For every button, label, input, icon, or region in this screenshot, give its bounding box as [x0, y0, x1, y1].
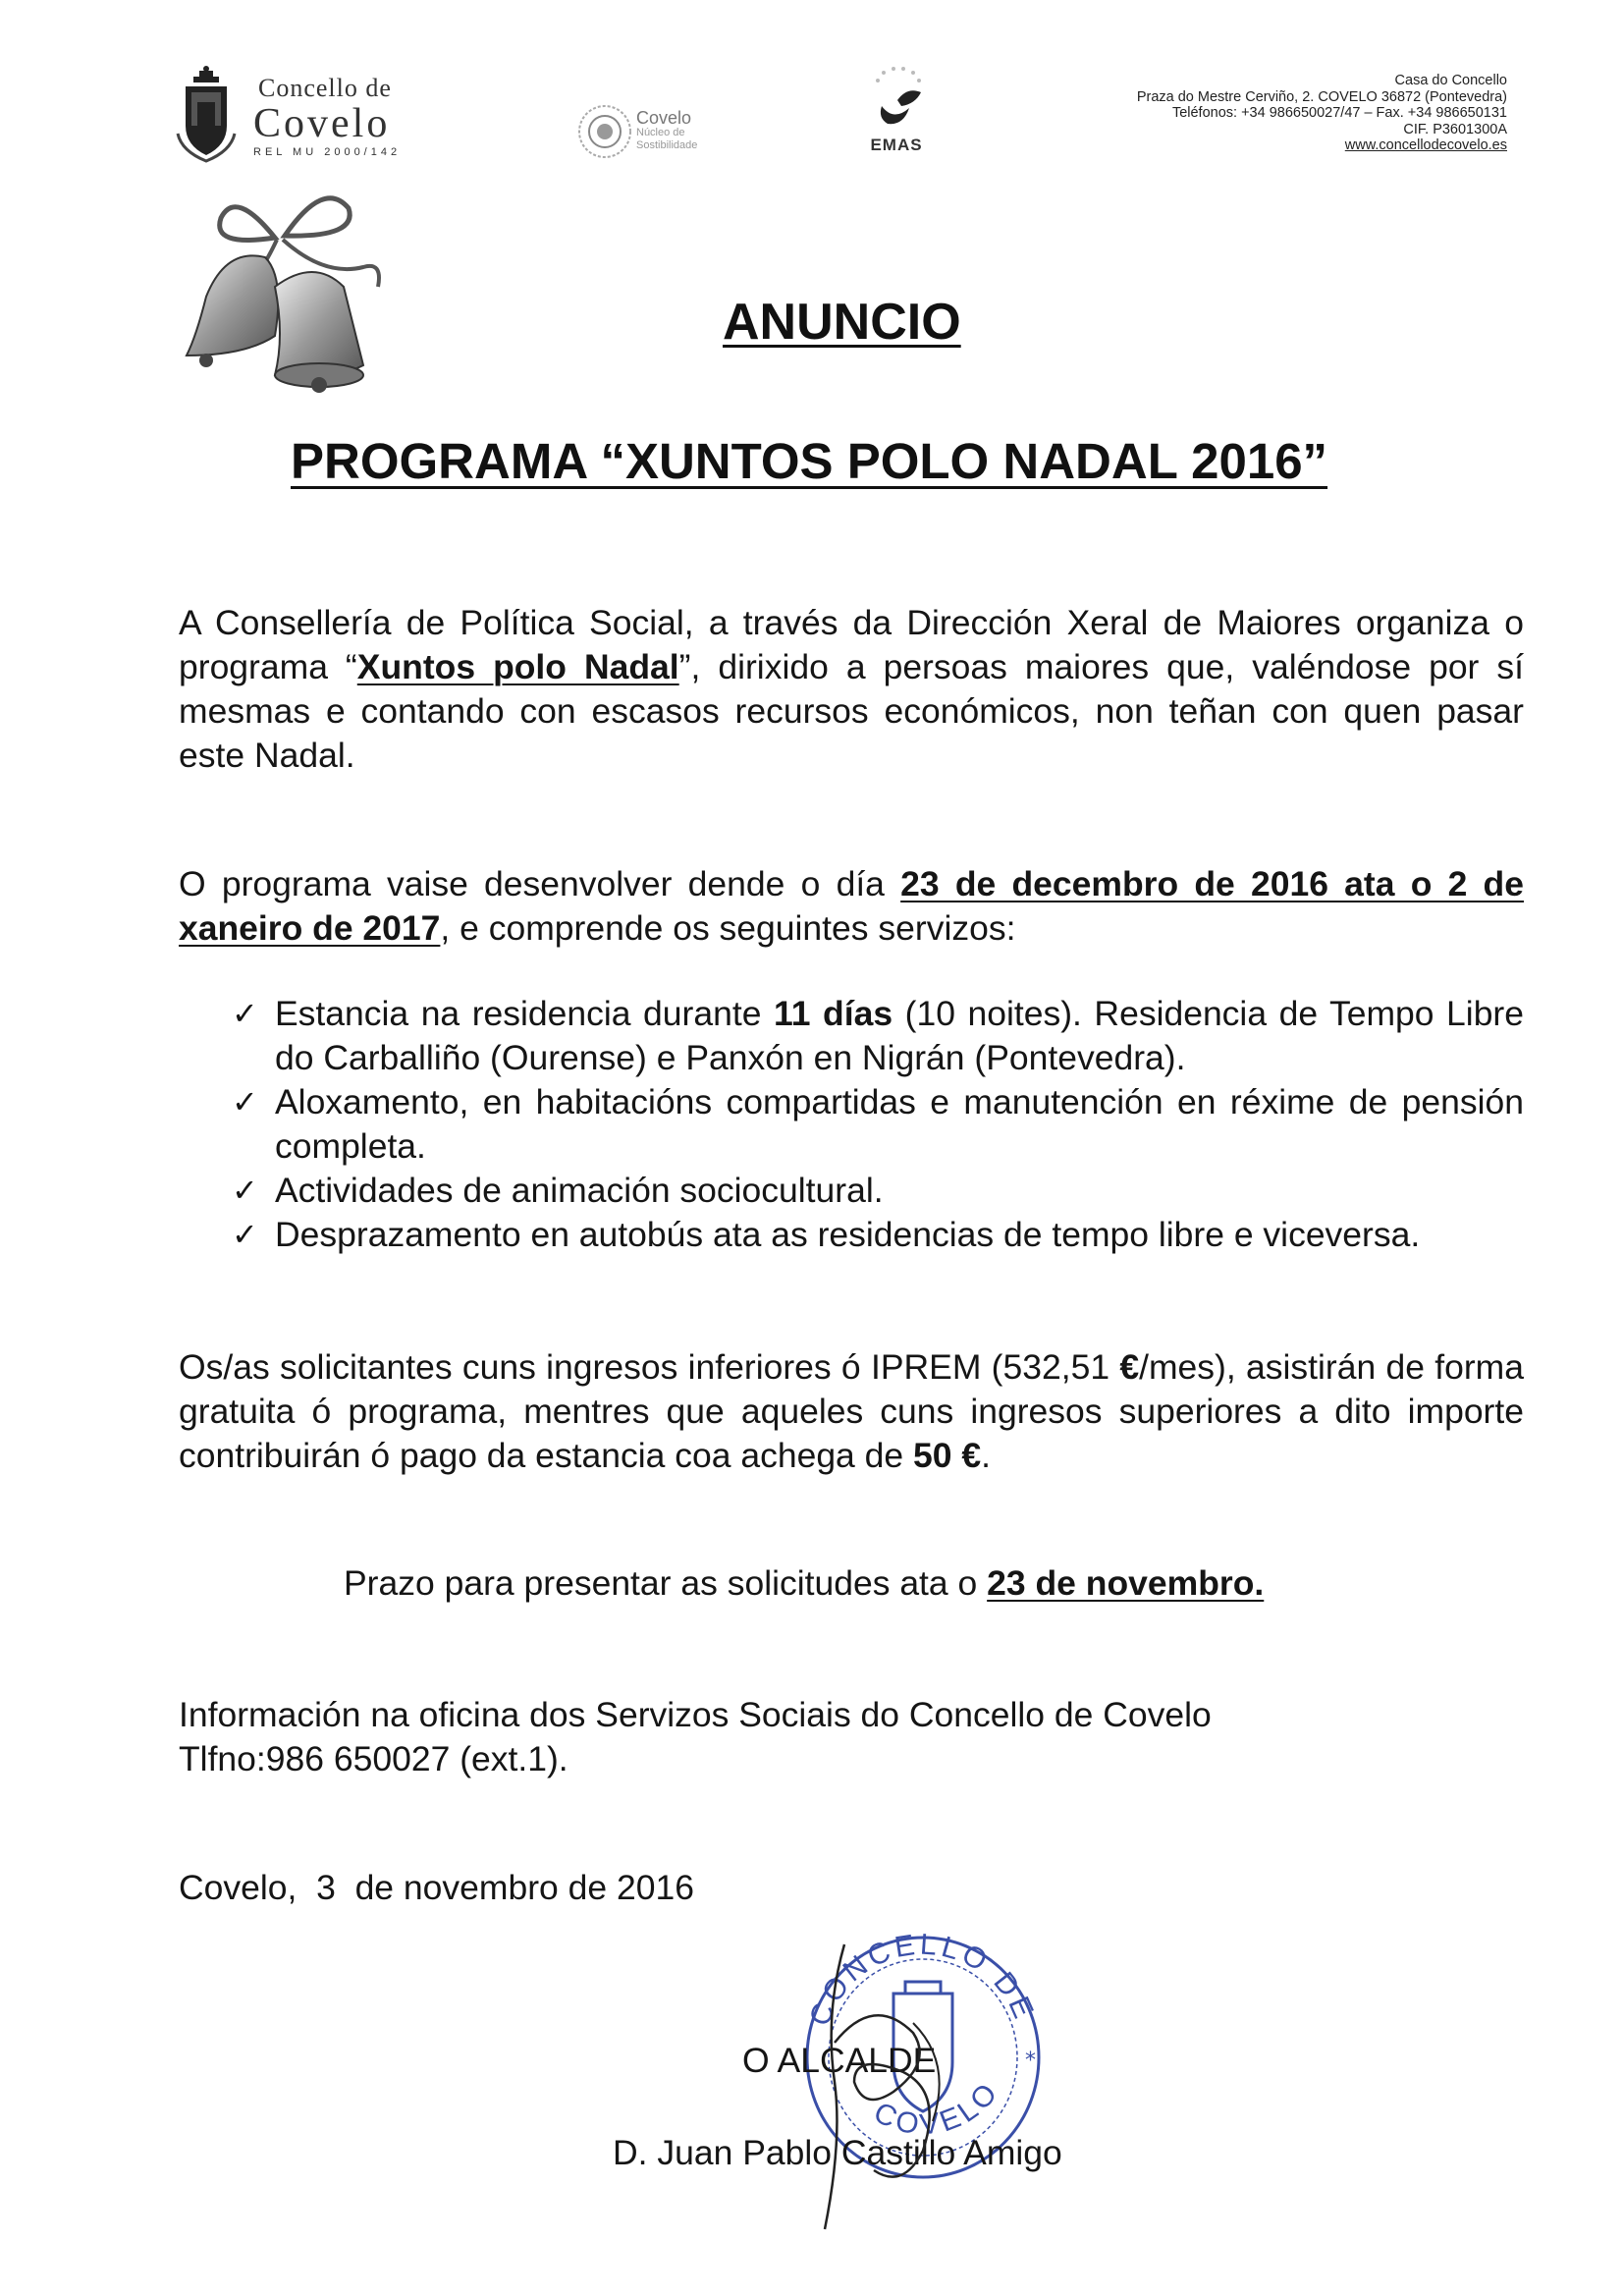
services-list	[232, 992, 1524, 1257]
signatory-name: D. Juan Pablo Castillo Amigo	[613, 2133, 1062, 2172]
intro-text-1: A Consellería de Política Social, a través da Dirección Xeral de Maiores organiza o programa “	[179, 603, 1524, 686]
check-icon: ✓	[232, 996, 258, 1031]
sustainability-subtitle-2: Sostibilidade	[636, 139, 698, 151]
contact-block	[977, 73, 1507, 154]
check-icon: ✓	[232, 1084, 258, 1120]
info-phone: Tlfno:986 650027 (ext.1).	[179, 1739, 568, 1778]
intro-text-2: ”, dirixido a persoas maiores que, valéndose por sí mesmas e contando con escasos recursos económicos, non teñan con quen pasar este Nadal.	[179, 647, 1524, 775]
deadline-date-highlight: 23 de novembro.	[987, 1563, 1265, 1603]
deadline-line: Prazo para presentar as solicitudes ata o 23 de novembro.	[344, 1563, 1265, 1603]
dates-text-1: O programa vaise desenvolver dende o día	[179, 864, 901, 903]
program-name-highlight: Xuntos polo Nadal	[356, 647, 679, 686]
program-dates-highlight: 23 de decembro de 2016 ata o 2 de xaneiro de 2017	[179, 864, 1524, 948]
sustainability-logo-text	[636, 110, 744, 152]
document-date: Covelo, 3 de novembro de 2016	[179, 1868, 694, 1907]
check-icon: ✓	[232, 1217, 258, 1252]
income-paragraph: Os/as solicitantes cuns ingresos inferiores ó IPREM (532,51 €/mes), asistirán de forma gratuita ó programa, mentres que aqueles cuns ingresos superiores a dito importe contribuirán ó pago da estancia coa achega de 50 €.	[179, 1347, 1524, 1475]
sustainability-name: Covelo	[636, 108, 692, 128]
program-title: PROGRAMA “XUNTOS POLO NADAL 2016”	[291, 433, 1328, 489]
fee-amount: 50 €	[913, 1436, 982, 1475]
emas-label: EMAS	[870, 136, 923, 154]
municipality-logo-text	[253, 75, 420, 159]
dates-text-2: , e comprende os seguintes servizos:	[440, 908, 1016, 948]
coat-of-arms-logo	[172, 65, 241, 163]
handwritten-signature-icon	[766, 1925, 1001, 2249]
info-block	[179, 1693, 1524, 1781]
list-item: ✓ Actividades de animación sociocultural.	[232, 1169, 1524, 1213]
contact-address: Praza do Mestre Cerviño, 2. COVELO 36872 (Pontevedra)	[1136, 88, 1507, 105]
logo-line-covelo: Covelo	[253, 101, 391, 146]
list-item: ✓ Desprazamento en autobús ata as residencias de tempo libre e viceversa.	[232, 1213, 1524, 1257]
christmas-bells-icon	[167, 179, 422, 405]
signatory-role: O ALCALDE	[742, 2041, 937, 2080]
contact-building: Casa do Concello	[1394, 73, 1507, 88]
info-office: Información na oficina dos Servizos Sociais do Concello de Covelo	[179, 1695, 1212, 1734]
sustainability-seal-icon	[577, 104, 632, 159]
svg-text:COVELO: COVELO	[868, 2074, 1006, 2142]
contact-phones: Teléfonos: +34 986650027/47 – Fax. +34 986650131	[1171, 105, 1507, 121]
logo-line-concello: Concello de	[258, 74, 392, 102]
svg-text:*: *	[1025, 2049, 1036, 2073]
page-title: ANUNCIO	[723, 294, 961, 351]
contact-website-link[interactable]: www.concellodecovelo.es	[1344, 137, 1507, 153]
list-item: ✓ Aloxamento, en habitacións compartidas e manutención en réxime de pensión completa.	[232, 1082, 1524, 1166]
contact-cif: CIF. P3601300A	[1403, 121, 1507, 137]
intro-paragraph	[179, 601, 1524, 778]
svg-text:CONCELLO DE: CONCELLO DE	[803, 1928, 1042, 2031]
check-icon: ✓	[232, 1173, 258, 1208]
list-item: ✓ Estancia na residencia durante 11 días (10 noites). Residencia de Tempo Libre do Carballiño (Ourense) e Panxón en Nigrán (Pontevedra).	[232, 994, 1524, 1077]
dates-paragraph	[179, 862, 1524, 951]
logo-line-registry: REL MU 2000/142	[253, 146, 402, 158]
sustainability-subtitle-1: Núcleo de	[636, 127, 685, 138]
